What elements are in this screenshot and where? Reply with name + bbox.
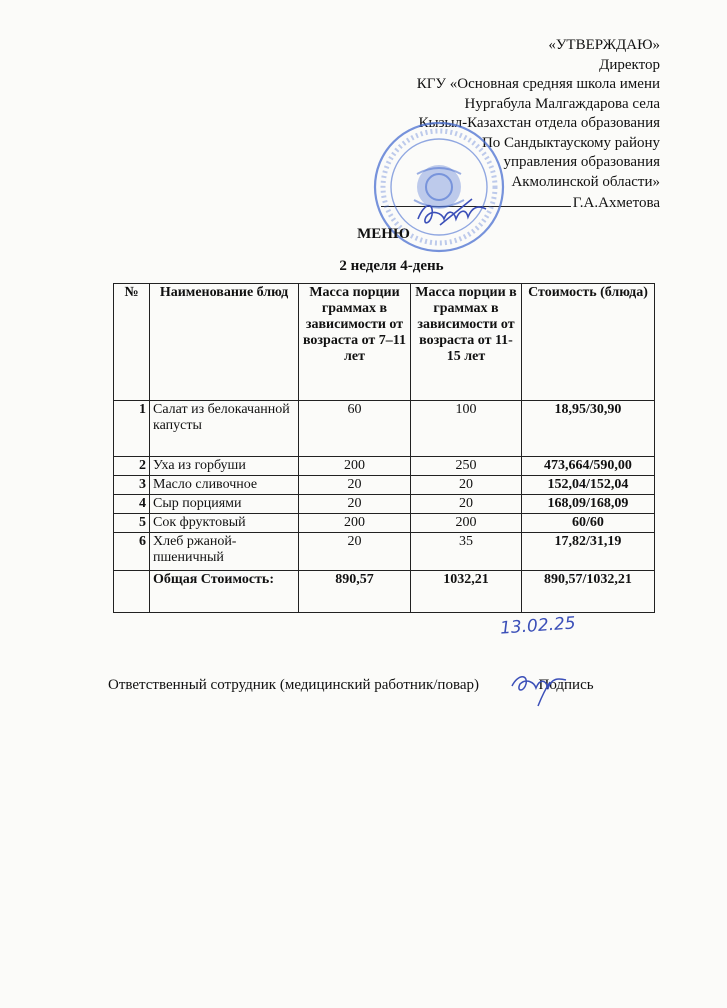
- row-cost: 168,09/168,09: [522, 495, 655, 514]
- header-mass-11-15: Масса порции в граммах в зависимости от возраста от 11-15 лет: [411, 284, 522, 401]
- approval-line: Директор: [599, 56, 660, 73]
- row-cost: 473,664/590,00: [522, 457, 655, 476]
- row-mass-11-15: 20: [411, 476, 522, 495]
- sign-label: Подпись: [538, 677, 594, 693]
- table-row: [114, 476, 655, 495]
- header-cost: Стоимость (блюда): [522, 284, 655, 401]
- row-cost: 17,82/31,19: [522, 533, 655, 571]
- row-mass-11-15: 250: [411, 457, 522, 476]
- total-cost: 890,57/1032,21: [522, 571, 655, 613]
- table-row: [114, 495, 655, 514]
- menu-subtitle: 2 неделя 4-день: [339, 258, 444, 274]
- signatory-name: Г.А.Ахметова: [572, 195, 660, 211]
- table-row: [114, 457, 655, 476]
- approval-line: «УТВЕРЖДАЮ»: [548, 37, 660, 53]
- row-num: 5: [114, 514, 150, 533]
- table-row: [114, 401, 655, 457]
- row-name: Масло сливочное: [150, 476, 299, 495]
- approval-line: КГУ «Основная средняя школа имени: [416, 76, 660, 92]
- approval-line: Акмолинской области»: [511, 173, 660, 190]
- row-cost: 152,04/152,04: [522, 476, 655, 495]
- row-name: Сок фруктовый: [150, 514, 299, 533]
- header-num: №: [114, 284, 150, 401]
- table-row: [114, 514, 655, 533]
- row-num: 4: [114, 495, 150, 514]
- row-num: 3: [114, 476, 150, 495]
- total-num-cell: [114, 571, 150, 613]
- menu-table: [113, 283, 655, 613]
- row-mass-11-15: 100: [411, 401, 522, 457]
- row-mass-7-11: 200: [299, 514, 411, 533]
- total-mass-7-11: 890,57: [299, 571, 411, 613]
- total-label: Общая Стоимость:: [150, 571, 299, 613]
- menu-title: МЕНЮ: [357, 226, 410, 242]
- handwritten-date: 13.02.25: [499, 613, 577, 639]
- row-name: Хлеб ржаной-пшеничный: [150, 533, 299, 571]
- row-num: 1: [114, 401, 150, 457]
- approval-line: По Сандыктаускому району: [481, 134, 660, 151]
- row-name: Сыр порциями: [150, 495, 299, 514]
- row-mass-11-15: 200: [411, 514, 522, 533]
- row-cost: 18,95/30,90: [522, 401, 655, 457]
- approval-line: управления образования: [503, 154, 660, 170]
- row-mass-7-11: 20: [299, 476, 411, 495]
- row-mass-7-11: 200: [299, 457, 411, 476]
- row-mass-7-11: 60: [299, 401, 411, 457]
- table-total-row: [114, 571, 655, 613]
- header-name: Наименование блюд: [150, 284, 299, 401]
- row-name: Салат из белокачанной капусты: [150, 401, 299, 457]
- approval-line: Нургабула Малгаждарова села: [464, 95, 660, 112]
- row-mass-7-11: 20: [299, 533, 411, 571]
- approval-line: Кызыл-Казахстан отдела образования: [418, 115, 660, 131]
- row-mass-11-15: 35: [411, 533, 522, 571]
- responsible-person-label: Ответственный сотрудник (медицинский работник/повар): [108, 677, 479, 693]
- row-name: Уха из горбуши: [150, 457, 299, 476]
- row-mass-11-15: 20: [411, 495, 522, 514]
- row-num: 6: [114, 533, 150, 571]
- row-num: 2: [114, 457, 150, 476]
- row-cost: 60/60: [522, 514, 655, 533]
- header-mass-7-11: Масса порции граммах в зависимости от возраста от 7–11 лет: [299, 284, 411, 401]
- total-mass-11-15: 1032,21: [411, 571, 522, 613]
- staff-signature-icon: [508, 668, 572, 710]
- table-row: [114, 533, 655, 571]
- row-mass-7-11: 20: [299, 495, 411, 514]
- table-header-row: [114, 284, 655, 401]
